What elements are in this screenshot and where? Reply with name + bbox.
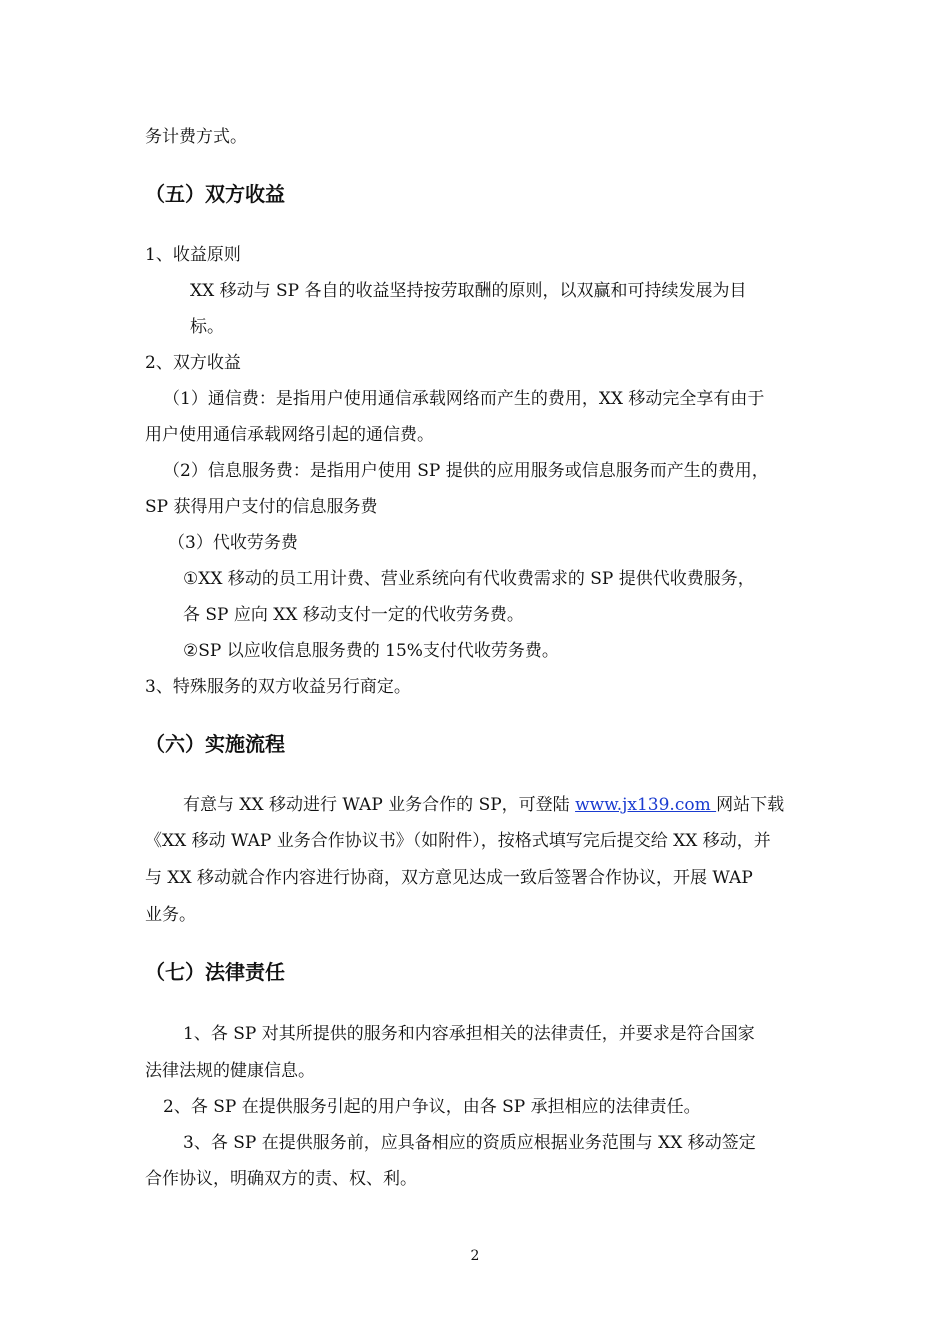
- paragraph-line: 1、各 SP 对其所提供的服务和内容承担相关的法律责任，并要求是符合国家: [183, 1024, 755, 1044]
- paragraph-line: （1）通信费：是指用户使用通信承载网络而产生的费用，XX 移动完全享有由于: [163, 389, 765, 409]
- section-heading-6: （六）实施流程: [145, 732, 285, 756]
- paragraph-line: [183, 794, 784, 816]
- section-heading-5: （五）双方收益: [145, 182, 285, 206]
- paragraph-line: 《XX 移动 WAP 业务合作协议书》（如附件），按格式填写完后提交给 XX 移动，并: [145, 831, 771, 851]
- paragraph-line: 法律法规的健康信息。: [145, 1061, 315, 1081]
- paragraph-line: XX 移动与 SP 各自的收益坚持按劳取酬的原则，以双赢和可持续发展为目: [190, 281, 747, 301]
- paragraph-line: 2、各 SP 在提供服务引起的用户争议，由各 SP 承担相应的法律责任。: [163, 1097, 701, 1117]
- text-span: 网站下载: [716, 795, 785, 815]
- paragraph-line: 务计费方式。: [145, 127, 247, 147]
- paragraph-line: （2）信息服务费：是指用户使用 SP 提供的应用服务或信息服务而产生的费用，: [163, 461, 769, 481]
- section-heading-7: （七）法律责任: [145, 960, 285, 984]
- paragraph-line: 3、特殊服务的双方收益另行商定。: [145, 677, 411, 697]
- paragraph-line: 业务。: [145, 905, 196, 925]
- paragraph-line: 各 SP 应向 XX 移动支付一定的代收劳务费。: [183, 605, 524, 625]
- paragraph-line: 用户使用通信承载网络引起的通信费。: [145, 425, 434, 445]
- paragraph-line: SP 获得用户支付的信息服务费: [145, 497, 378, 517]
- paragraph-line: 与 XX 移动就合作内容进行协商，双方意见达成一致后签署合作协议，开展 WAP: [145, 868, 753, 888]
- paragraph-line: ②SP 以应收信息服务费的 15%支付代收劳务费。: [183, 641, 559, 661]
- paragraph-line: 标。: [190, 317, 224, 337]
- page-number: 2: [470, 1248, 480, 1264]
- text-span: 有意与 XX 移动进行 WAP 业务合作的 SP，可登陆: [183, 795, 576, 815]
- item-title: （3）代收劳务费: [168, 533, 298, 553]
- website-link[interactable]: www.jx139.com: [575, 795, 717, 815]
- item-title: 2、双方收益: [145, 353, 241, 373]
- paragraph-line: 合作协议，明确双方的责、权、利。: [145, 1169, 417, 1189]
- paragraph-line: ①XX 移动的员工用计费、营业系统向有代收费需求的 SP 提供代收费服务，: [183, 569, 755, 589]
- item-title: 1、收益原则: [145, 245, 241, 265]
- paragraph-line: 3、各 SP 在提供服务前，应具备相应的资质应根据业务范围与 XX 移动签定: [183, 1133, 756, 1153]
